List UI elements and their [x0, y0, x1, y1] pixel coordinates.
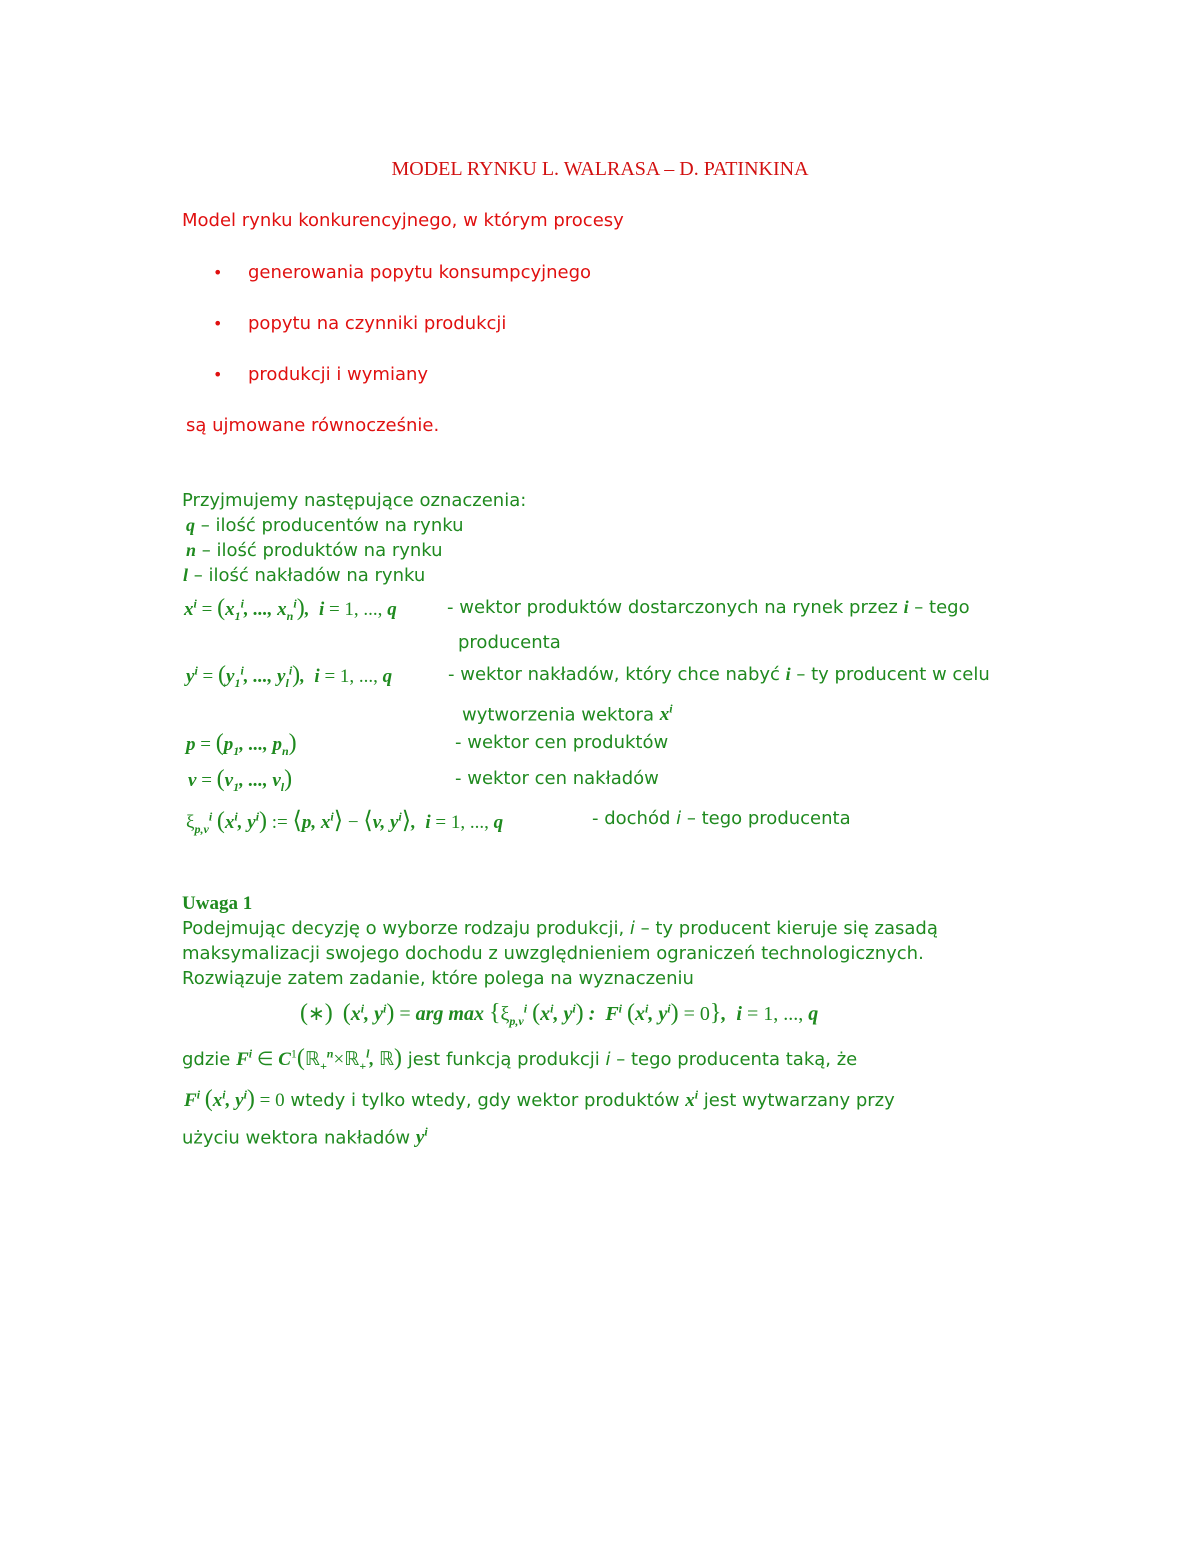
desc-y: - wektor nakładów, który chce nabyć i – ty producent w celu	[448, 664, 990, 685]
remark-line-1: Podejmując decyzję o wyborze rodzaju produkcji, i – ty producent kieruje się zasadą	[182, 918, 938, 939]
bullet-icon: •	[213, 365, 223, 384]
formula-y: $y^i = (y_1^i$, ..., $y_l^i$), i = 1, ..., q	[186, 662, 393, 690]
remark-line-2: maksymalizacji swojego dochodu z uwzględnieniem ograniczeń technologicznych.	[182, 943, 924, 964]
intro-tail: są ujmowane równocześnie.	[186, 415, 440, 436]
formula-xi: $\xi_{p,v}^i$ ($x^i$, $y^i$) := ⟨p, $x^i⟩$ − ⟨v, $y^i⟩$, i = 1, ..., q	[186, 808, 504, 836]
bullet-icon: •	[213, 314, 223, 333]
remark-iff: $F^i$ ($x^i$, $y^i) = 0$ wtedy i tylko wtedy, gdy wektor produktów $x^i$ jest wytwarzany przy	[184, 1086, 895, 1112]
notation-heading: Przyjmujemy następujące oznaczenia:	[182, 490, 527, 511]
bullet-icon: •	[213, 263, 223, 282]
remark-gdzie: gdzie $F^i$ ∈ $C^1(ℝ_+^n\times ℝ_+^l$, ℝ) jest funkcją produkcji i – tego producenta taką, że	[182, 1045, 858, 1073]
notation-q: q – ilość producentów na rynku	[186, 515, 464, 536]
formula-x: $x^i = (x_1^i$, ..., $x_n^i$), i = 1, ..., q	[184, 595, 397, 623]
list-item: • popytu na czynniki produkcji	[213, 313, 507, 334]
desc-v: - wektor cen nakładów	[455, 768, 659, 789]
remark-line-3: Rozwiązuje zatem zadanie, które polega na wyznaczeniu	[182, 968, 694, 989]
list-item: • generowania popytu konsumpcyjnego	[213, 262, 592, 283]
desc-x-cont: producenta	[458, 632, 561, 653]
remark-heading: Uwaga 1	[182, 893, 253, 914]
formula-argmax: (∗) ($x^i$, $y^i$) = arg $\max \{\xi_{p,v}^i$ ($x^i$, $y^i$) : $F^i$ ($x^i$, $y^i) = 0$}, i = 1, ..., q	[300, 1000, 819, 1028]
remark-last: użyciu wektora nakładów $y^i$	[182, 1125, 428, 1149]
intro-lead: Model rynku konkurencyjnego, w którym procesy	[182, 210, 624, 231]
list-item: • produkcji i wymiany	[213, 364, 429, 385]
notation-n: n – ilość produktów na rynku	[186, 540, 443, 561]
formula-v: $v = (v_1$, ..., $v_l$)	[188, 766, 293, 794]
desc-x: - wektor produktów dostarczonych na rynek przez i – tego	[447, 597, 970, 618]
desc-y-cont: wytworzenia wektora $x^i$	[462, 702, 673, 726]
desc-p: - wektor cen produktów	[455, 732, 669, 753]
notation-l: l – ilość nakładów na rynku	[183, 565, 426, 586]
formula-p: $p = (p_1$, ..., $p_n$)	[186, 730, 297, 758]
page-title: MODEL RYNKU L. WALRASA – D. PATINKINA	[391, 158, 809, 180]
desc-xi: - dochód i – tego producenta	[592, 808, 851, 829]
